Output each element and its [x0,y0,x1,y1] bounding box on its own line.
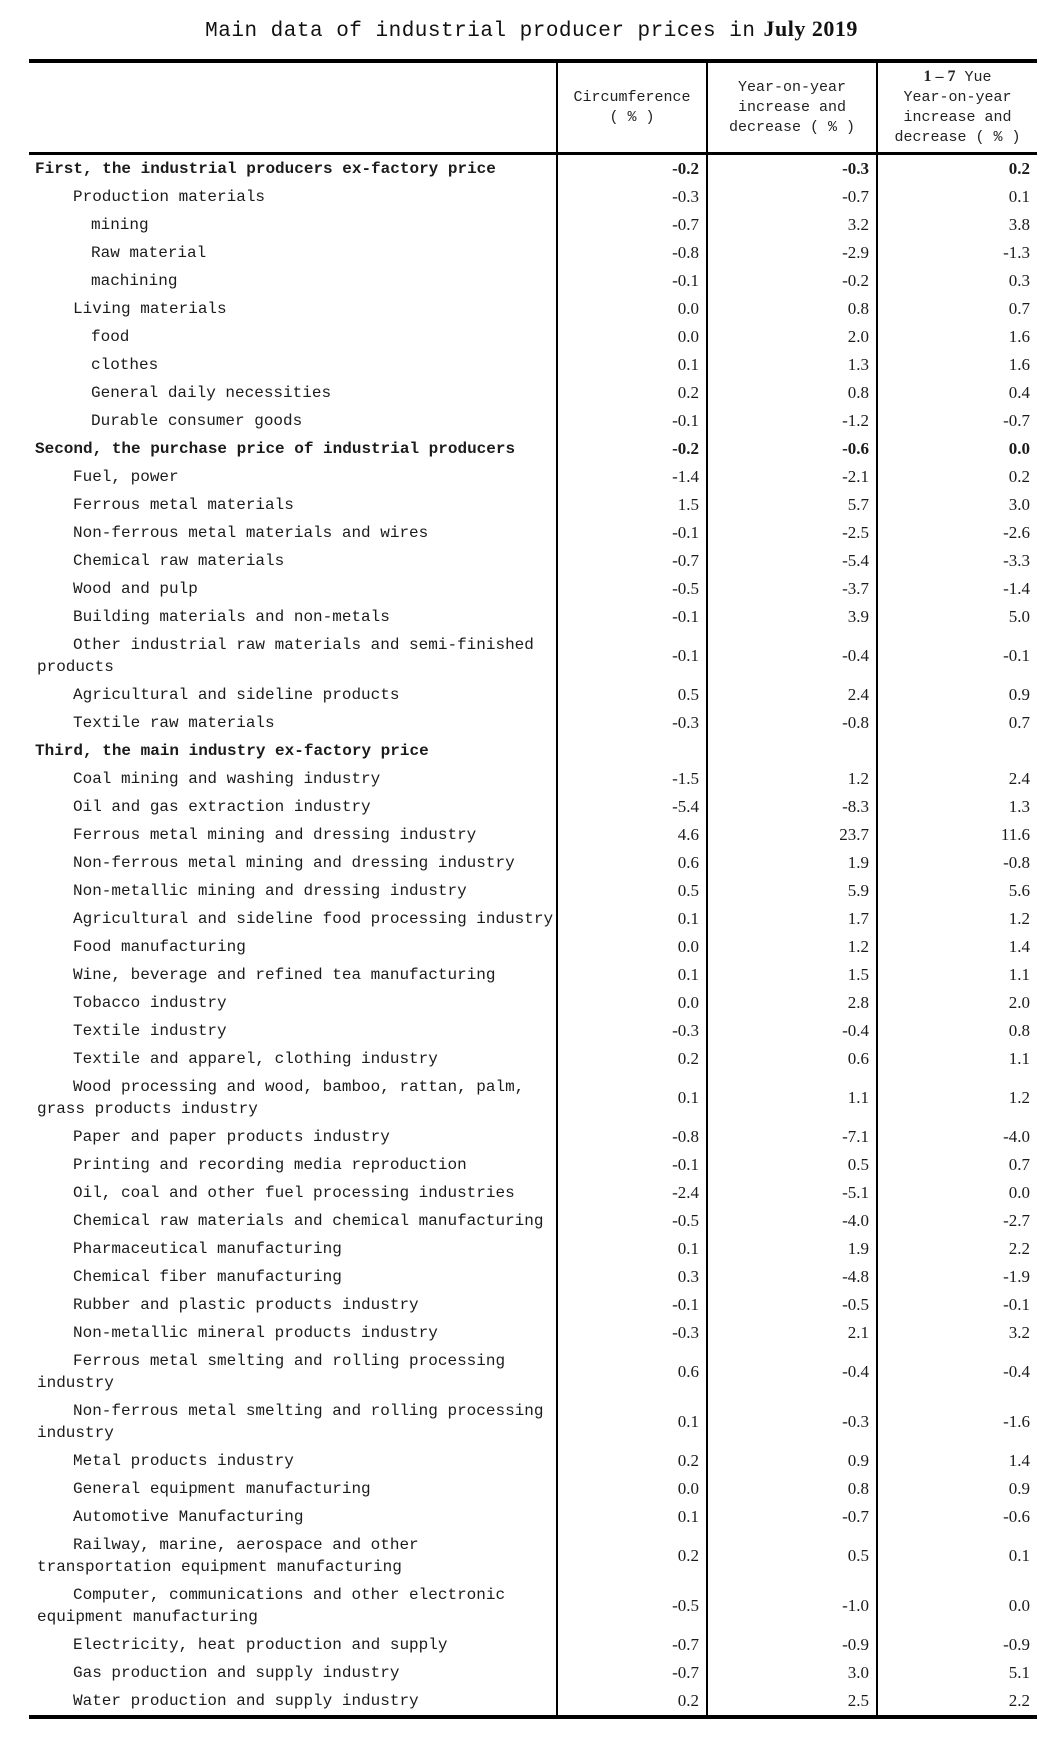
row-value-ytd: 0.4 [877,379,1037,407]
header-line: increase and [737,98,847,116]
table-row [29,737,1037,765]
row-value-yoy: 3.9 [707,603,877,631]
table-row [29,933,1037,961]
table-row [29,519,1037,547]
row-value-mom: 0.6 [557,1347,707,1397]
row-value-ytd: 1.4 [877,1447,1037,1475]
row-value-mom: 0.0 [557,1475,707,1503]
row-label: Fuel, power [73,468,179,486]
row-value-yoy: -0.2 [707,267,877,295]
row-value-yoy: 1.2 [707,765,877,793]
row-value-mom: -0.7 [557,211,707,239]
table-row [29,575,1037,603]
row-value-ytd: -0.1 [877,1291,1037,1319]
page [0,16,1063,1719]
row-value-mom: -0.1 [557,603,707,631]
row-label: Non-metallic mining and dressing industry [73,882,467,900]
row-value-ytd: 0.2 [877,463,1037,491]
table-row [29,821,1037,849]
row-value-mom: -0.7 [557,547,707,575]
table-body [29,154,1037,1718]
row-label: Wine, beverage and refined tea manufacturing [73,966,496,984]
row-value-ytd: -0.4 [877,1347,1037,1397]
row-value-ytd: 1.2 [877,1073,1037,1123]
row-value-ytd: 3.0 [877,491,1037,519]
row-value-mom: 4.6 [557,821,707,849]
row-value-ytd: 2.0 [877,989,1037,1017]
row-label: Non-ferrous metal mining and dressing industry [73,854,515,872]
header-ytd-range: 1 – 7 [923,68,956,85]
row-value-yoy: -4.8 [707,1263,877,1291]
row-label: Metal products industry [73,1452,294,1470]
row-label: Production materials [73,188,266,206]
table-row [29,295,1037,323]
table-row [29,849,1037,877]
row-value-yoy: 1.9 [707,1235,877,1263]
row-value-yoy: -7.1 [707,1123,877,1151]
table-header [29,61,1037,154]
row-value-ytd: 0.7 [877,295,1037,323]
row-value-mom: 0.2 [557,1687,707,1717]
row-label: machining [91,272,178,290]
row-value-yoy: 0.6 [707,1045,877,1073]
row-value-yoy: -1.2 [707,407,877,435]
row-label: Non-ferrous metal smelting and rolling processing industry [37,1402,544,1442]
row-value-mom: -0.5 [557,1207,707,1235]
row-value-yoy: -1.0 [707,1581,877,1631]
row-value-mom: 0.2 [557,379,707,407]
row-label: Textile industry [73,1022,227,1040]
row-value-yoy: 0.8 [707,379,877,407]
row-value-mom: 0.5 [557,877,707,905]
header-line: Circumference [573,88,691,106]
table-row [29,631,1037,681]
row-value-mom: -0.7 [557,1631,707,1659]
row-value-ytd: 2.2 [877,1235,1037,1263]
table-row [29,491,1037,519]
row-value-mom: -0.2 [557,154,707,184]
row-value-yoy: 1.1 [707,1073,877,1123]
row-value-yoy: 0.8 [707,295,877,323]
table-row [29,1263,1037,1291]
row-value-yoy: 1.3 [707,351,877,379]
row-value-yoy: 5.7 [707,491,877,519]
row-value-yoy: -0.9 [707,1631,877,1659]
header-line: Year-on-year [737,78,847,96]
row-label: First, the industrial producers ex-factory price [35,160,496,178]
table-row [29,154,1037,184]
row-value-yoy: -0.7 [707,1503,877,1531]
table-row [29,1475,1037,1503]
row-value-yoy: -0.5 [707,1291,877,1319]
row-value-ytd: 0.7 [877,1151,1037,1179]
table-row [29,1291,1037,1319]
row-value-ytd: -4.0 [877,1123,1037,1151]
row-value-mom: -0.3 [557,709,707,737]
header-line: ( % ) [609,108,655,126]
table-row [29,709,1037,737]
row-value-yoy: 2.1 [707,1319,877,1347]
row-label: Wood processing and wood, bamboo, rattan, palm, grass products industry [37,1078,525,1118]
row-value-yoy: -2.9 [707,239,877,267]
row-value-ytd: -0.8 [877,849,1037,877]
table-row [29,379,1037,407]
row-value-yoy: 5.9 [707,877,877,905]
table-row [29,793,1037,821]
row-value-mom: -1.5 [557,765,707,793]
row-label: Gas production and supply industry [73,1664,400,1682]
row-label: Oil, coal and other fuel processing industries [73,1184,515,1202]
row-label: Paper and paper products industry [73,1128,390,1146]
row-label: Agricultural and sideline products [73,686,400,704]
row-label: Wood and pulp [73,580,198,598]
row-value-mom: -0.1 [557,407,707,435]
row-value-yoy: 3.2 [707,211,877,239]
row-value-mom: -0.5 [557,1581,707,1631]
row-value-ytd: 2.2 [877,1687,1037,1717]
row-value-ytd [877,737,1037,765]
row-value-mom: -0.1 [557,631,707,681]
table-row [29,1319,1037,1347]
row-value-ytd: 5.0 [877,603,1037,631]
row-value-mom: -0.1 [557,1151,707,1179]
row-label: Living materials [73,300,227,318]
row-label: Automotive Manufacturing [73,1508,304,1526]
table-row [29,1687,1037,1717]
row-value-mom: 0.0 [557,989,707,1017]
table-row [29,407,1037,435]
row-value-ytd: 1.3 [877,793,1037,821]
row-label: Building materials and non-metals [73,608,390,626]
header-cell-mom [557,61,707,154]
row-value-mom: 0.0 [557,933,707,961]
row-value-mom: 1.5 [557,491,707,519]
row-value-mom: 0.0 [557,295,707,323]
table-row [29,323,1037,351]
row-value-ytd: 0.8 [877,1017,1037,1045]
row-value-ytd: 1.2 [877,905,1037,933]
row-value-mom: 0.6 [557,849,707,877]
row-value-ytd: 0.1 [877,183,1037,211]
row-label: Chemical fiber manufacturing [73,1268,342,1286]
row-label: Chemical raw materials and chemical manufacturing [73,1212,544,1230]
row-value-yoy: -2.1 [707,463,877,491]
row-value-ytd: -1.6 [877,1397,1037,1447]
row-value-ytd: 0.2 [877,154,1037,184]
row-value-mom: -0.1 [557,1291,707,1319]
row-value-mom: -0.3 [557,1319,707,1347]
table-row [29,1531,1037,1581]
table-row [29,877,1037,905]
row-value-yoy: 0.5 [707,1531,877,1581]
row-value-ytd: 3.2 [877,1319,1037,1347]
row-value-yoy: 0.8 [707,1475,877,1503]
row-value-mom: -0.3 [557,1017,707,1045]
table-row [29,989,1037,1017]
row-value-yoy: -5.4 [707,547,877,575]
title-period: July 2019 [763,16,858,41]
table-row [29,1347,1037,1397]
table-row [29,1659,1037,1687]
row-value-mom: -2.4 [557,1179,707,1207]
table-row [29,905,1037,933]
row-value-yoy: -4.0 [707,1207,877,1235]
row-label: Other industrial raw materials and semi-finished products [37,636,534,676]
row-value-mom [557,737,707,765]
row-value-ytd: -0.6 [877,1503,1037,1531]
header-row [29,61,1037,154]
row-value-yoy: -3.7 [707,575,877,603]
row-value-yoy: 2.0 [707,323,877,351]
row-value-ytd: 0.7 [877,709,1037,737]
row-value-mom: 0.2 [557,1447,707,1475]
table-row [29,435,1037,463]
row-label: Electricity, heat production and supply [73,1636,448,1654]
row-value-mom: -0.8 [557,1123,707,1151]
row-value-mom: 0.2 [557,1045,707,1073]
row-value-yoy: -8.3 [707,793,877,821]
table-row [29,1045,1037,1073]
row-value-mom: 0.2 [557,1531,707,1581]
row-value-ytd: 5.6 [877,877,1037,905]
row-value-mom: 0.0 [557,323,707,351]
row-value-yoy: 0.5 [707,1151,877,1179]
row-value-yoy [707,737,877,765]
table-row [29,765,1037,793]
row-value-mom: 0.1 [557,1503,707,1531]
table-row [29,1017,1037,1045]
row-value-yoy: 2.8 [707,989,877,1017]
row-value-mom: -0.2 [557,435,707,463]
row-value-mom: 0.1 [557,1397,707,1447]
table-row [29,1397,1037,1447]
row-value-ytd: -0.7 [877,407,1037,435]
row-value-yoy: -0.4 [707,1347,877,1397]
table-row [29,1447,1037,1475]
row-label: Textile and apparel, clothing industry [73,1050,438,1068]
row-label: Tobacco industry [73,994,227,1012]
table-row [29,183,1037,211]
row-value-mom: 0.1 [557,1073,707,1123]
row-value-ytd: 3.8 [877,211,1037,239]
table-row [29,681,1037,709]
table-row [29,547,1037,575]
row-value-yoy: 3.0 [707,1659,877,1687]
table-row [29,1631,1037,1659]
row-value-ytd: 1.1 [877,1045,1037,1073]
row-value-ytd: 0.9 [877,1475,1037,1503]
row-value-ytd: -3.3 [877,547,1037,575]
row-value-ytd: 0.9 [877,681,1037,709]
row-value-mom: 0.1 [557,1235,707,1263]
table-row [29,267,1037,295]
row-value-mom: -5.4 [557,793,707,821]
row-value-ytd: 0.3 [877,267,1037,295]
row-value-yoy: 1.7 [707,905,877,933]
header-ytd-unit: Yue [964,69,992,86]
row-value-ytd: -1.3 [877,239,1037,267]
table-row [29,1581,1037,1631]
row-value-ytd: 0.1 [877,1531,1037,1581]
row-value-yoy: -0.4 [707,1017,877,1045]
table-row [29,1073,1037,1123]
row-value-yoy: -2.5 [707,519,877,547]
header-line: decrease ( % ) [728,118,856,136]
table-row [29,1207,1037,1235]
row-value-yoy: -0.4 [707,631,877,681]
table-row [29,1123,1037,1151]
table-row [29,1179,1037,1207]
row-label: Raw material [91,244,207,262]
header-line: Year-on-year [903,89,1012,106]
row-value-yoy: -0.7 [707,183,877,211]
row-value-ytd: -2.6 [877,519,1037,547]
header-line: increase and [903,109,1012,126]
row-label: food [91,328,130,346]
row-label: Ferrous metal smelting and rolling processing industry [37,1352,506,1392]
row-label: Non-ferrous metal materials and wires [73,524,429,542]
table-row [29,1235,1037,1263]
row-value-yoy: -5.1 [707,1179,877,1207]
header-line [880,67,1035,88]
row-value-mom: 0.1 [557,961,707,989]
row-value-yoy: -0.3 [707,1397,877,1447]
row-value-yoy: 23.7 [707,821,877,849]
row-value-mom: -0.3 [557,183,707,211]
row-value-ytd: 0.0 [877,435,1037,463]
table-row [29,1503,1037,1531]
row-label: Coal mining and washing industry [73,770,381,788]
row-value-mom: 0.1 [557,905,707,933]
row-value-ytd: 1.1 [877,961,1037,989]
row-value-ytd: -0.9 [877,1631,1037,1659]
row-label: Non-metallic mineral products industry [73,1324,438,1342]
row-value-yoy: -0.6 [707,435,877,463]
row-label: Printing and recording media reproduction [73,1156,467,1174]
row-value-ytd: 1.4 [877,933,1037,961]
row-label: Second, the purchase price of industrial producers [35,440,516,458]
row-label: mining [91,216,149,234]
header-cell-ytd [877,61,1037,154]
row-value-yoy: -0.8 [707,709,877,737]
row-value-mom: -0.7 [557,1659,707,1687]
row-label: Computer, communications and other electronic equipment manufacturing [37,1586,506,1626]
table-row [29,211,1037,239]
row-value-ytd: -1.4 [877,575,1037,603]
row-label: Oil and gas extraction industry [73,798,371,816]
row-value-yoy: -0.3 [707,154,877,184]
row-value-mom: -1.4 [557,463,707,491]
row-value-ytd: -2.7 [877,1207,1037,1235]
row-value-ytd: 11.6 [877,821,1037,849]
header-cell-yoy [707,61,877,154]
row-value-ytd: 0.0 [877,1179,1037,1207]
row-value-yoy: 0.9 [707,1447,877,1475]
row-label: Water production and supply industry [73,1692,419,1710]
row-value-ytd: 0.0 [877,1581,1037,1631]
row-label: Ferrous metal mining and dressing industry [73,826,477,844]
row-value-mom: 0.5 [557,681,707,709]
table-row [29,603,1037,631]
row-value-mom: -0.8 [557,239,707,267]
row-label: Railway, marine, aerospace and other transportation equipment manufacturing [37,1536,419,1576]
row-value-ytd: 5.1 [877,1659,1037,1687]
row-label: General equipment manufacturing [73,1480,371,1498]
row-value-yoy: 1.2 [707,933,877,961]
row-value-yoy: 2.5 [707,1687,877,1717]
row-value-yoy: 1.9 [707,849,877,877]
row-label: clothes [91,356,159,374]
row-value-ytd: 1.6 [877,323,1037,351]
row-label: Third, the main industry ex-factory price [35,742,429,760]
row-label: Textile raw materials [73,714,275,732]
row-value-mom: -0.1 [557,267,707,295]
row-value-ytd: 2.4 [877,765,1037,793]
row-label: Rubber and plastic products industry [73,1296,419,1314]
producer-price-table [29,59,1037,1719]
row-value-ytd: 1.6 [877,351,1037,379]
row-value-mom: -0.5 [557,575,707,603]
header-line: decrease ( % ) [894,129,1021,146]
row-label: Ferrous metal materials [73,496,294,514]
row-label: Durable consumer goods [91,412,303,430]
title-main: Main data of industrial producer prices in [205,20,756,43]
row-value-ytd: -0.1 [877,631,1037,681]
row-value-yoy: 2.4 [707,681,877,709]
table-row [29,1151,1037,1179]
row-label: General daily necessities [91,384,332,402]
table-row [29,463,1037,491]
row-value-mom: 0.3 [557,1263,707,1291]
row-value-mom: 0.1 [557,351,707,379]
table-row [29,961,1037,989]
row-label: Pharmaceutical manufacturing [73,1240,342,1258]
row-value-ytd: -1.9 [877,1263,1037,1291]
row-label: Food manufacturing [73,938,246,956]
row-label: Agricultural and sideline food processing industry [73,910,554,928]
row-value-yoy: 1.5 [707,961,877,989]
header-cell-empty [29,61,557,154]
page-title [0,16,1063,43]
table-row [29,239,1037,267]
row-value-mom: -0.1 [557,519,707,547]
table-row [29,351,1037,379]
row-label: Chemical raw materials [73,552,285,570]
